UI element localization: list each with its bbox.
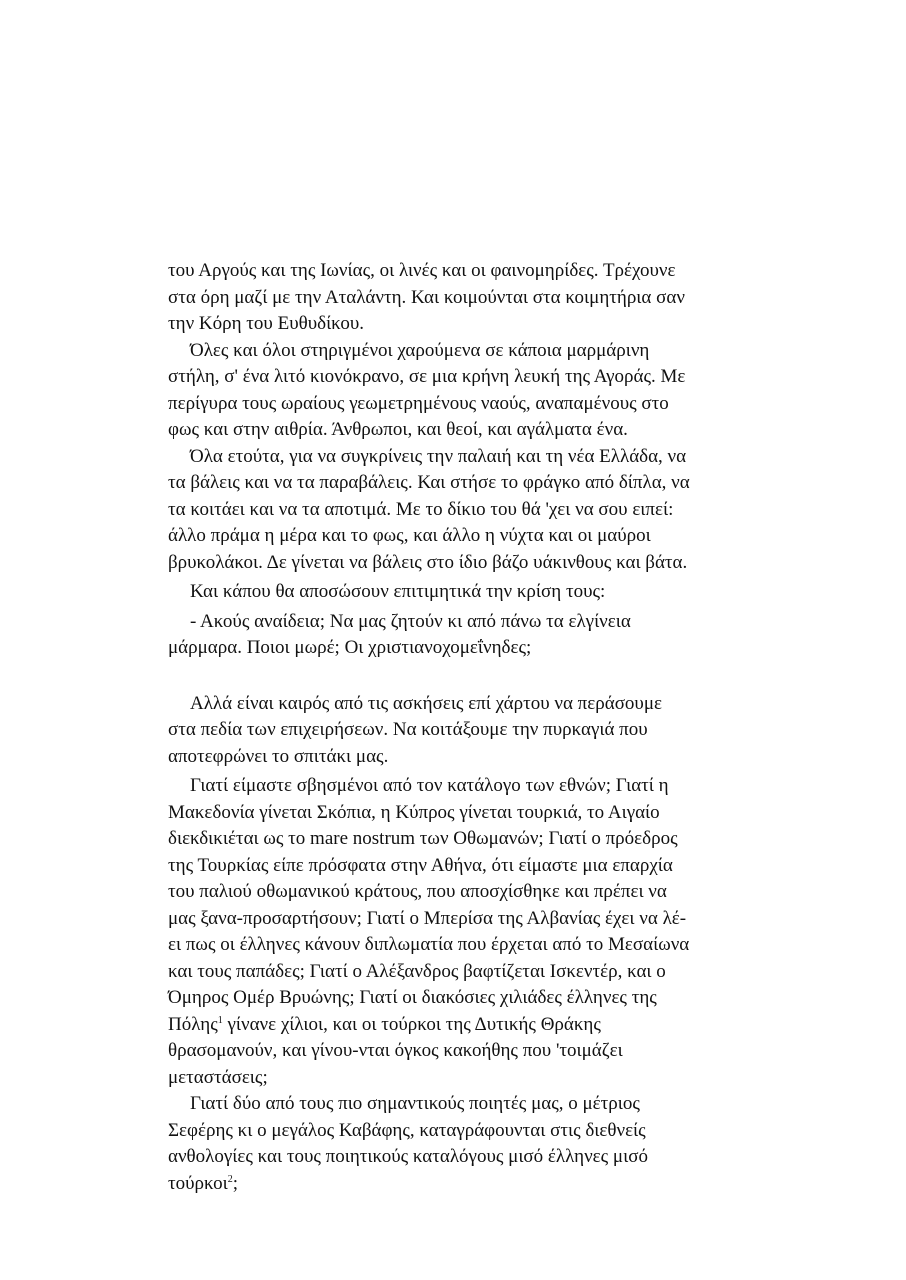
text-line: Όμηρος Ομέρ Βρυώνης; Γιατί οι διακόσιες χιλιάδες έλληνες της	[168, 987, 657, 1008]
text-line: μεταστάσεις;	[168, 1066, 268, 1088]
text-line: μας ξανα-προσαρτήσουν; Γιατί ο Μπερίσα της Αλβανίας έχει να λέ-	[168, 907, 687, 929]
text-line: τα κοιτάει και να τα αποτιμά. Με το δίκιο του θά 'χει να σου ειπεί:	[168, 498, 674, 520]
text-line: περίγυρα τους ωραίους γεωμετρημένους ναούς, αναπαμένους στο	[168, 392, 669, 414]
text-line: στήλη, σ' ένα λιτό κιονόκρανο, σε μια κρήνη λευκή της Αγοράς. Με	[168, 366, 686, 387]
text-line: διεκδικιέται ως το mare nostrum των Οθωμανών; Γιατί ο πρόεδρος	[168, 828, 678, 849]
text-fragment: ;	[232, 1172, 239, 1194]
text-line: βρυκολάκοι. Δε γίνεται να βάλεις στο ίδιο βάζο υάκινθους και βάτα.	[168, 551, 688, 573]
text-fragment: Πόλης	[168, 1013, 218, 1035]
text-fragment: τούρκοι	[168, 1172, 228, 1194]
text-line-with-footnote	[168, 1012, 758, 1039]
paragraph-5-dialogue	[168, 609, 758, 662]
text-line: του παλιού οθωμανικού κράτους, που αποσχίσθηκε και πρέπει να	[168, 881, 667, 902]
text-line: της Τουρκίας είπε πρόσφατα στην Αθήνα, ότι είμαστε μια επαρχία	[168, 854, 673, 876]
text-line: Και κάπου θα αποσώσουν επιτιμητικά την κρίση τους:	[190, 581, 606, 602]
text-line: θρασομανούν, και γίνου-νται όγκος κακοήθης που 'τοιμάζει	[168, 1040, 623, 1061]
text-line: Μακεδονία γίνεται Σκόπια, η Κύπρος γίνεται τουρκιά, το Αιγαίο	[168, 801, 660, 823]
text-line: ει πως οι έλληνες κάνουν διπλωματία που έρχεται από το Μεσαίωνα	[168, 934, 690, 955]
text-line: - Ακούς αναίδεια; Να μας ζητούν κι από πάνω τα ελγίνεια	[190, 610, 631, 632]
text-line: Σεφέρης κι ο μεγάλος Καβάφης, καταγράφουνται στις διεθνείς	[168, 1119, 646, 1141]
text-line: αποτεφρώνει το σπιτάκι μας.	[168, 745, 389, 767]
paragraph-6	[168, 691, 758, 771]
text-line: μάρμαρα. Ποιοι μωρέ; Οι χριστιανοχομεΐνηδες;	[168, 637, 532, 658]
paragraph-4	[168, 579, 758, 606]
paragraph-1	[168, 258, 758, 338]
paragraph-8	[168, 1091, 758, 1197]
book-page	[168, 258, 758, 1197]
text-line: ανθολογίες και τους ποιητικούς καταλόγους μισό έλληνες μισό	[168, 1146, 648, 1167]
text-line: άλλο πράμα η μέρα και το φως, και άλλο η νύχτα και οι μαύροι	[168, 525, 651, 546]
paragraph-2	[168, 338, 758, 444]
text-fragment: γίνανε χίλιοι, και οι τούρκοι της Δυτικής Θράκης	[222, 1013, 601, 1035]
text-line: του Αργούς και της Ιωνίας, οι λινές και οι φαινομηρίδες. Τρέχουνε	[168, 260, 676, 281]
paragraph-7	[168, 773, 758, 1091]
text-line: και τους παπάδες; Γιατί ο Αλέξανδρος βαφτίζεται Ισκεντέρ, και ο	[168, 960, 666, 982]
paragraph-3	[168, 444, 758, 577]
text-line: την Κόρη του Ευθυδίκου.	[168, 313, 364, 334]
text-line: τα βάλεις και να τα παραβάλεις. Και στήσε το φράγκο από δίπλα, να	[168, 472, 690, 493]
text-line: Όλες και όλοι στηριγμένοι χαρούμενα σε κάποια μαρμάρινη	[190, 339, 650, 361]
footnote-marker-1[interactable]: 1	[217, 1014, 223, 1026]
text-line: στα πεδία των επιχειρήσεων. Να κοιτάξουμε την πυρκαγιά που	[168, 719, 648, 740]
text-line: Αλλά είναι καιρός από τις ασκήσεις επί χάρτου να περάσουμε	[190, 692, 663, 714]
text-line: στα όρη μαζί με την Αταλάντη. Και κοιμούνται στα κοιμητήρια σαν	[168, 286, 685, 308]
text-line: Όλα ετούτα, για να συγκρίνεις την παλαιή και τη νέα Ελλάδα, να	[190, 445, 687, 467]
footnote-marker-2[interactable]: 2	[227, 1173, 233, 1185]
text-line: Γιατί είμαστε σβησμένοι από τον κατάλογο των εθνών; Γιατί η	[190, 775, 669, 796]
text-line: Γιατί δύο από τους πιο σημαντικούς ποιητές μας, ο μέτριος	[190, 1093, 640, 1114]
text-line: φως και στην αιθρία. Άνθρωποι, και θεοί, και αγάλματα ένα.	[168, 419, 628, 440]
text-line-with-footnote	[168, 1171, 758, 1198]
